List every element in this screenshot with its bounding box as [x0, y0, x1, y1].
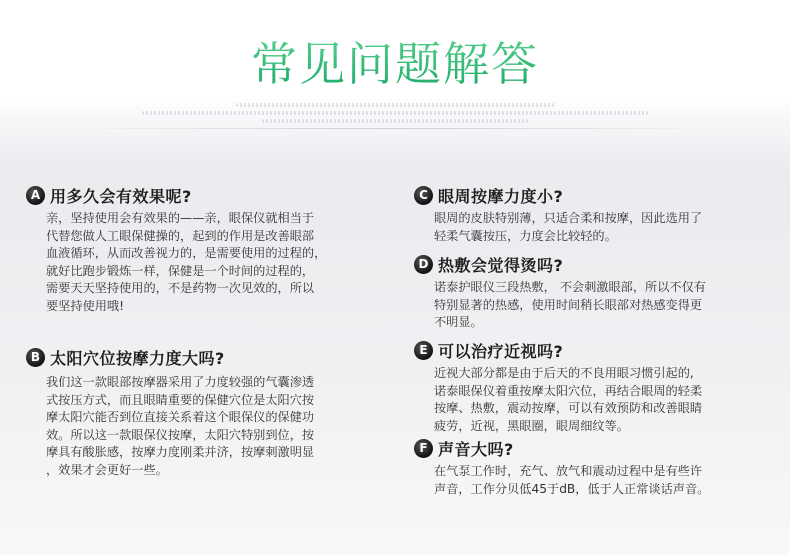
- question-row: [414, 338, 774, 362]
- qa-item-f: [414, 436, 774, 498]
- answer-text: [434, 210, 774, 245]
- decorative-subtitle-line: [262, 119, 528, 123]
- answer-line: 血液循环，从而改善视力的，是需要使用的过程的，: [46, 246, 327, 261]
- question-title: 太阳穴位按摩力度大吗?: [50, 348, 225, 368]
- answer-line: 特别显著的热感，使用时间稍长眼部对热感变得更: [434, 297, 703, 312]
- answer-line: 代替您做人工眼保健操的，起到的作用是改善眼部: [46, 228, 315, 243]
- qa-item-d: [414, 252, 774, 332]
- question-row: [26, 183, 376, 207]
- question-title: 声音大吗?: [438, 439, 514, 459]
- answer-line: 轻柔气囊按压，力度会比较轻的。: [434, 228, 617, 243]
- answer-line: 我们这一款眼部按摩器采用了力度较强的气囊渗透: [46, 375, 315, 389]
- answer-text: [434, 365, 774, 435]
- answer-line: 摩太阳穴能否到位直接关系着这个眼保仪的保健功: [46, 410, 315, 425]
- letter-badge-icon: D: [414, 255, 433, 274]
- qa-item-b: [26, 345, 376, 480]
- letter-badge-icon: E: [414, 341, 433, 360]
- qa-item-c: [414, 183, 774, 245]
- question-row: [414, 436, 774, 460]
- answer-line: 亲，坚持使用会有效果的——亲，眼保仪就相当于: [46, 211, 315, 225]
- answer-line: 需要天天坚持使用的，不是药物一次见效的，所以: [46, 281, 315, 296]
- question-row: [26, 345, 376, 369]
- answer-line: 效。所以这一款眼保仪按摩，太阳穴特别到位，按: [46, 427, 315, 442]
- question-row: [414, 252, 774, 276]
- letter-badge-icon: A: [26, 186, 45, 205]
- answer-line: 不明显。: [434, 315, 483, 330]
- answer-text: [46, 374, 376, 480]
- decorative-subtitle-line: [236, 103, 554, 107]
- question-title: 可以治疗近视吗?: [438, 341, 564, 361]
- answer-line: 摩具有酸胀感，按摩力度刚柔并济，按摩刺激明显: [46, 445, 315, 460]
- answer-line: 诺泰眼保仪着重按摩太阳穴位，再结合眼周的轻柔: [434, 383, 703, 398]
- answer-line: 在气泵工作时，充气、放气和震动过程中是有些许: [434, 464, 703, 478]
- qa-item-e: [414, 338, 774, 435]
- letter-badge-icon: B: [26, 348, 45, 367]
- answer-line: ，效果才会更好一些。: [46, 462, 168, 477]
- answer-text: [434, 463, 774, 498]
- answer-line: 诺泰护眼仪三段热敷， 不会刺激眼部，所以不仅有: [434, 280, 706, 294]
- decorative-subtitle-line: [142, 111, 648, 115]
- question-title: 眼周按摩力度小?: [438, 186, 564, 206]
- answer-line: 眼周的皮肤特别薄，只适合柔和按摩，因此选用了: [434, 211, 703, 225]
- answer-line: 就好比跑步锻炼一样，保健是一个时间的过程的，: [46, 263, 315, 278]
- qa-item-a: [26, 183, 376, 316]
- answer-line: 按摩、热敷，震动按摩，可以有效预防和改善眼睛: [434, 401, 703, 416]
- letter-badge-icon: C: [414, 186, 433, 205]
- header-divider: [60, 128, 730, 129]
- header: [0, 0, 790, 140]
- answer-line: 式按压方式，而且眼睛重要的保健穴位是太阳穴按: [46, 392, 315, 407]
- answer-line: 声音，工作分贝低45于dB，低于人正常谈话声音。: [434, 481, 710, 496]
- page-title: 常见问题解答: [0, 34, 790, 94]
- question-row: [414, 183, 774, 207]
- question-title: 用多久会有效果呢?: [50, 186, 192, 206]
- answer-line: 疲劳，近视，黑眼圈，眼周细纹等。: [434, 418, 629, 433]
- answer-text: [434, 279, 774, 332]
- letter-badge-icon: F: [414, 439, 433, 458]
- question-title: 热敷会觉得烫吗?: [438, 255, 564, 275]
- answer-line: 要坚持使用哦!: [46, 298, 125, 313]
- answer-line: 近视大部分都是由于后天的不良用眼习惯引起的,: [434, 366, 694, 380]
- answer-text: [46, 210, 376, 316]
